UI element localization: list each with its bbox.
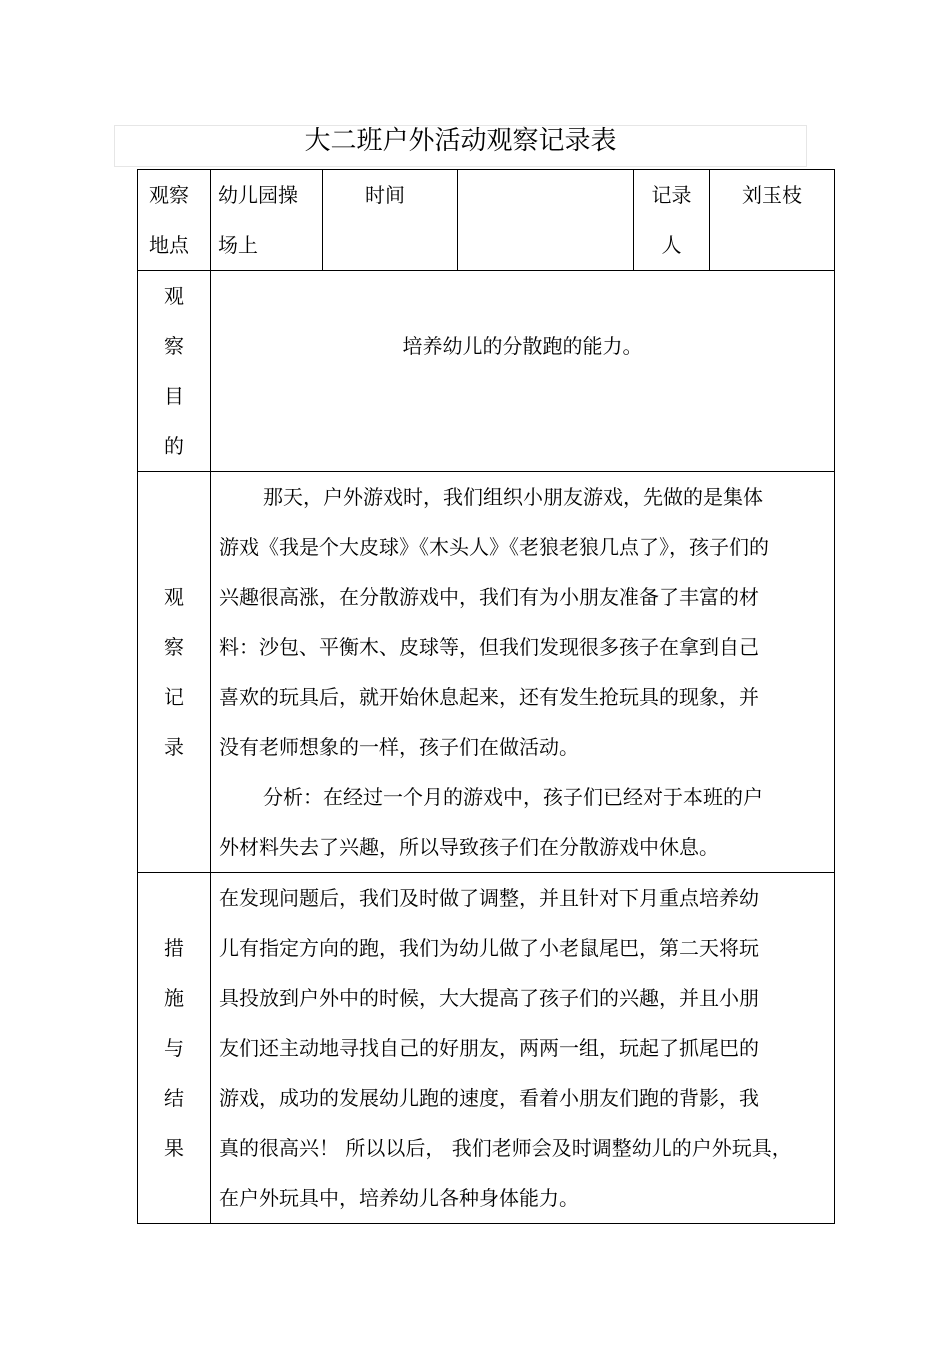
measures-label-char-4: 结 xyxy=(164,1086,184,1110)
time-value-cell xyxy=(458,170,634,271)
record-line-6: 没有老师想象的一样，孩子们在做活动。 xyxy=(219,735,579,759)
record-text-cell xyxy=(211,472,835,873)
purpose-text: 培养幼儿的分散跑的能力。 xyxy=(402,334,643,358)
purpose-label-char-3: 目 xyxy=(164,384,184,408)
analysis-line-2: 外材料失去了兴趣，所以导致孩子们在分散游戏中休息。 xyxy=(219,835,719,859)
measures-line-4: 友们还主动地寻找自己的好朋友，两两一组，玩起了抓尾巴的 xyxy=(219,1036,759,1060)
location-value-cell xyxy=(211,170,323,271)
purpose-text-cell xyxy=(211,271,835,472)
record-line-2: 游戏《我是个大皮球》《木头人》《老狼老狼几点了》，孩子们的 xyxy=(219,535,769,559)
location-label-line-1: 观察 xyxy=(149,183,189,207)
location-label-cell xyxy=(138,170,211,271)
page-title: 大二班户外活动观察记录表 xyxy=(304,126,617,156)
purpose-label-char-2: 察 xyxy=(164,334,184,358)
record-line-5: 喜欢的玩具后，就开始休息起来，还有发生抢玩具的现象，并 xyxy=(219,685,759,709)
recorder-label-line-1: 记录 xyxy=(651,183,692,207)
recorder-label-line-2: 人 xyxy=(661,233,682,257)
record-label-char-4: 录 xyxy=(164,735,184,759)
record-line-4: 料：沙包、平衡木、皮球等，但我们发现很多孩子在拿到自己 xyxy=(219,635,759,659)
purpose-row xyxy=(138,271,835,472)
record-label-char-2: 察 xyxy=(164,635,184,659)
recorder-value-cell xyxy=(710,170,835,271)
record-row xyxy=(138,472,835,873)
record-label-char-1: 观 xyxy=(164,585,184,609)
recorder-value: 刘玉枝 xyxy=(742,183,802,207)
measures-line-3: 具投放到户外中的时候，大大提高了孩子们的兴趣，并且小朋 xyxy=(219,986,759,1010)
measures-line-6: 真的很高兴！ 所以以后， 我们老师会及时调整幼儿的户外玩具， xyxy=(219,1136,792,1160)
measures-line-5: 游戏，成功的发展幼儿跑的速度，看着小朋友们跑的背影，我 xyxy=(219,1086,759,1110)
record-label-char-3: 记 xyxy=(164,685,184,709)
location-value-line-1: 幼儿园操 xyxy=(218,183,298,207)
measures-line-2: 儿有指定方向的跑，我们为幼儿做了小老鼠尾巴，第二天将玩 xyxy=(219,936,759,960)
location-value-line-2: 场上 xyxy=(218,233,258,257)
measures-line-1: 在发现问题后，我们及时做了调整，并且针对下月重点培养幼 xyxy=(219,886,759,910)
analysis-line-1: 分析：在经过一个月的游戏中，孩子们已经对于本班的户 xyxy=(263,785,763,809)
location-label-line-2: 地点 xyxy=(149,233,189,257)
purpose-label-cell xyxy=(138,271,211,472)
time-label-cell xyxy=(323,170,458,271)
measures-label-char-1: 措 xyxy=(164,936,184,960)
measures-text-cell xyxy=(211,873,835,1224)
purpose-label-char-1: 观 xyxy=(164,284,184,308)
measures-label-char-3: 与 xyxy=(164,1036,184,1060)
time-label: 时间 xyxy=(365,183,405,207)
measures-label-cell xyxy=(138,873,211,1224)
measures-line-7: 在户外玩具中，培养幼儿各种身体能力。 xyxy=(219,1186,579,1210)
purpose-label-char-4: 的 xyxy=(164,434,184,458)
measures-row xyxy=(138,873,835,1224)
record-line-1: 那天，户外游戏时，我们组织小朋友游戏，先做的是集体 xyxy=(263,485,763,509)
observation-record-table xyxy=(137,169,835,1224)
header-row xyxy=(138,170,835,271)
recorder-label-cell xyxy=(634,170,710,271)
measures-label-char-2: 施 xyxy=(164,986,184,1010)
record-label-cell xyxy=(138,472,211,873)
record-line-3: 兴趣很高涨，在分散游戏中，我们有为小朋友准备了丰富的材 xyxy=(219,585,759,609)
measures-label-char-5: 果 xyxy=(164,1136,184,1160)
